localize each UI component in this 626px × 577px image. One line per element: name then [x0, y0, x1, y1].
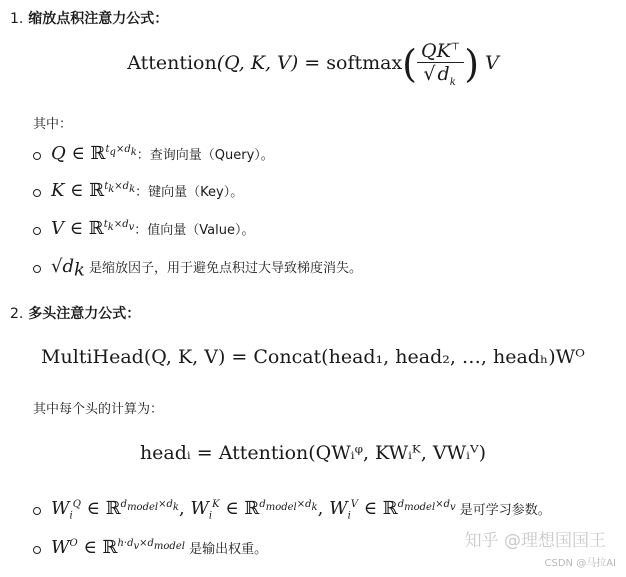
- bullet-desc: 是可学习参数。: [455, 503, 551, 518]
- section-number: 1.: [10, 11, 24, 27]
- bullet-desc: ：查询向量（Query）。: [136, 148, 274, 163]
- section-heading-2: [10, 303, 140, 323]
- paren-right: ): [464, 41, 480, 86]
- denominator: √ $d_k$: [423, 63, 456, 88]
- bullet-q: Q ∈ ℝ$^{t_q\times d_k}$：查询向量（Query）。: [33, 143, 274, 164]
- bullet-desc: 是缩放因子，用于避免点积过大导致梯度消失。: [84, 261, 363, 276]
- bullet-k: K ∈ ℝ$^{t_k\times d_k}$：键向量（Key）。: [33, 180, 243, 201]
- where-label-2: 其中每个头的计算为：: [33, 402, 164, 417]
- multihead-equation: MultiHead(Q, K, V) = Concat(head₁, head₂, …, headₕ)Wᴼ: [41, 346, 585, 368]
- bullet-dot: [33, 265, 41, 273]
- credit: CSDN @马拉AI: [544, 558, 616, 569]
- eq-softmax: softmax: [326, 51, 403, 74]
- section-heading-1: [10, 8, 168, 28]
- bullet-dot: [33, 189, 41, 197]
- where-label-1: 其中：: [33, 117, 73, 132]
- symbol-q: Q: [51, 143, 66, 164]
- eq-args: (Q, K, V) =: [216, 51, 327, 74]
- bullet-scale: $√d_k$ 是缩放因子，用于避免点积过大导致梯度消失。: [33, 256, 362, 281]
- eq-tail: V: [485, 51, 499, 74]
- bullet-v: V ∈ ℝ$^{t_k\times d_v}$：值向量（Value）。: [33, 218, 254, 239]
- bullet-params: $W_i^Q$ ∈ ℝ$^{d_{model}\times d_k}$, $W_i^K$ ∈ ℝ$^{d_{model}\times d_k}$, $W_i^V$ ∈ ℝ$^{d_{model}\times d_v}$ 是可学习参数。: [33, 498, 551, 522]
- symbol-sqrt-dk: √d: [51, 256, 74, 277]
- section-title: 多头注意力公式：: [28, 306, 141, 322]
- bullet-desc: ：键向量（Key）。: [135, 185, 244, 200]
- bullet-dot: [33, 546, 41, 554]
- bullet-dot: [33, 507, 41, 515]
- symbol-v: V: [51, 218, 64, 239]
- section-title: 缩放点积注意力公式：: [28, 11, 169, 27]
- eq-fn: Attention: [127, 51, 217, 74]
- head-equation: headᵢ = Attention(QWᵢᵠ, KWᵢᴷ, VWᵢⱽ): [139, 442, 487, 464]
- paren-left: (: [402, 41, 417, 86]
- bullet-dot: [33, 227, 41, 235]
- bullet-output: $W^O$ ∈ ℝ$^{h\cdot d_v\times d_{model}}$ 是输出权重。: [33, 537, 267, 558]
- section-number: 2.: [10, 306, 24, 322]
- attention-equation: [0, 40, 626, 88]
- bullet-desc: ：值向量（Value）。: [134, 223, 255, 238]
- symbol-k: K: [51, 180, 65, 201]
- fraction: [417, 40, 464, 88]
- watermark: 知乎 @理想国国王: [464, 531, 606, 551]
- numerator: QK⊤: [417, 40, 464, 63]
- bullet-dot: [33, 152, 41, 160]
- bullet-desc: 是输出权重。: [184, 542, 268, 557]
